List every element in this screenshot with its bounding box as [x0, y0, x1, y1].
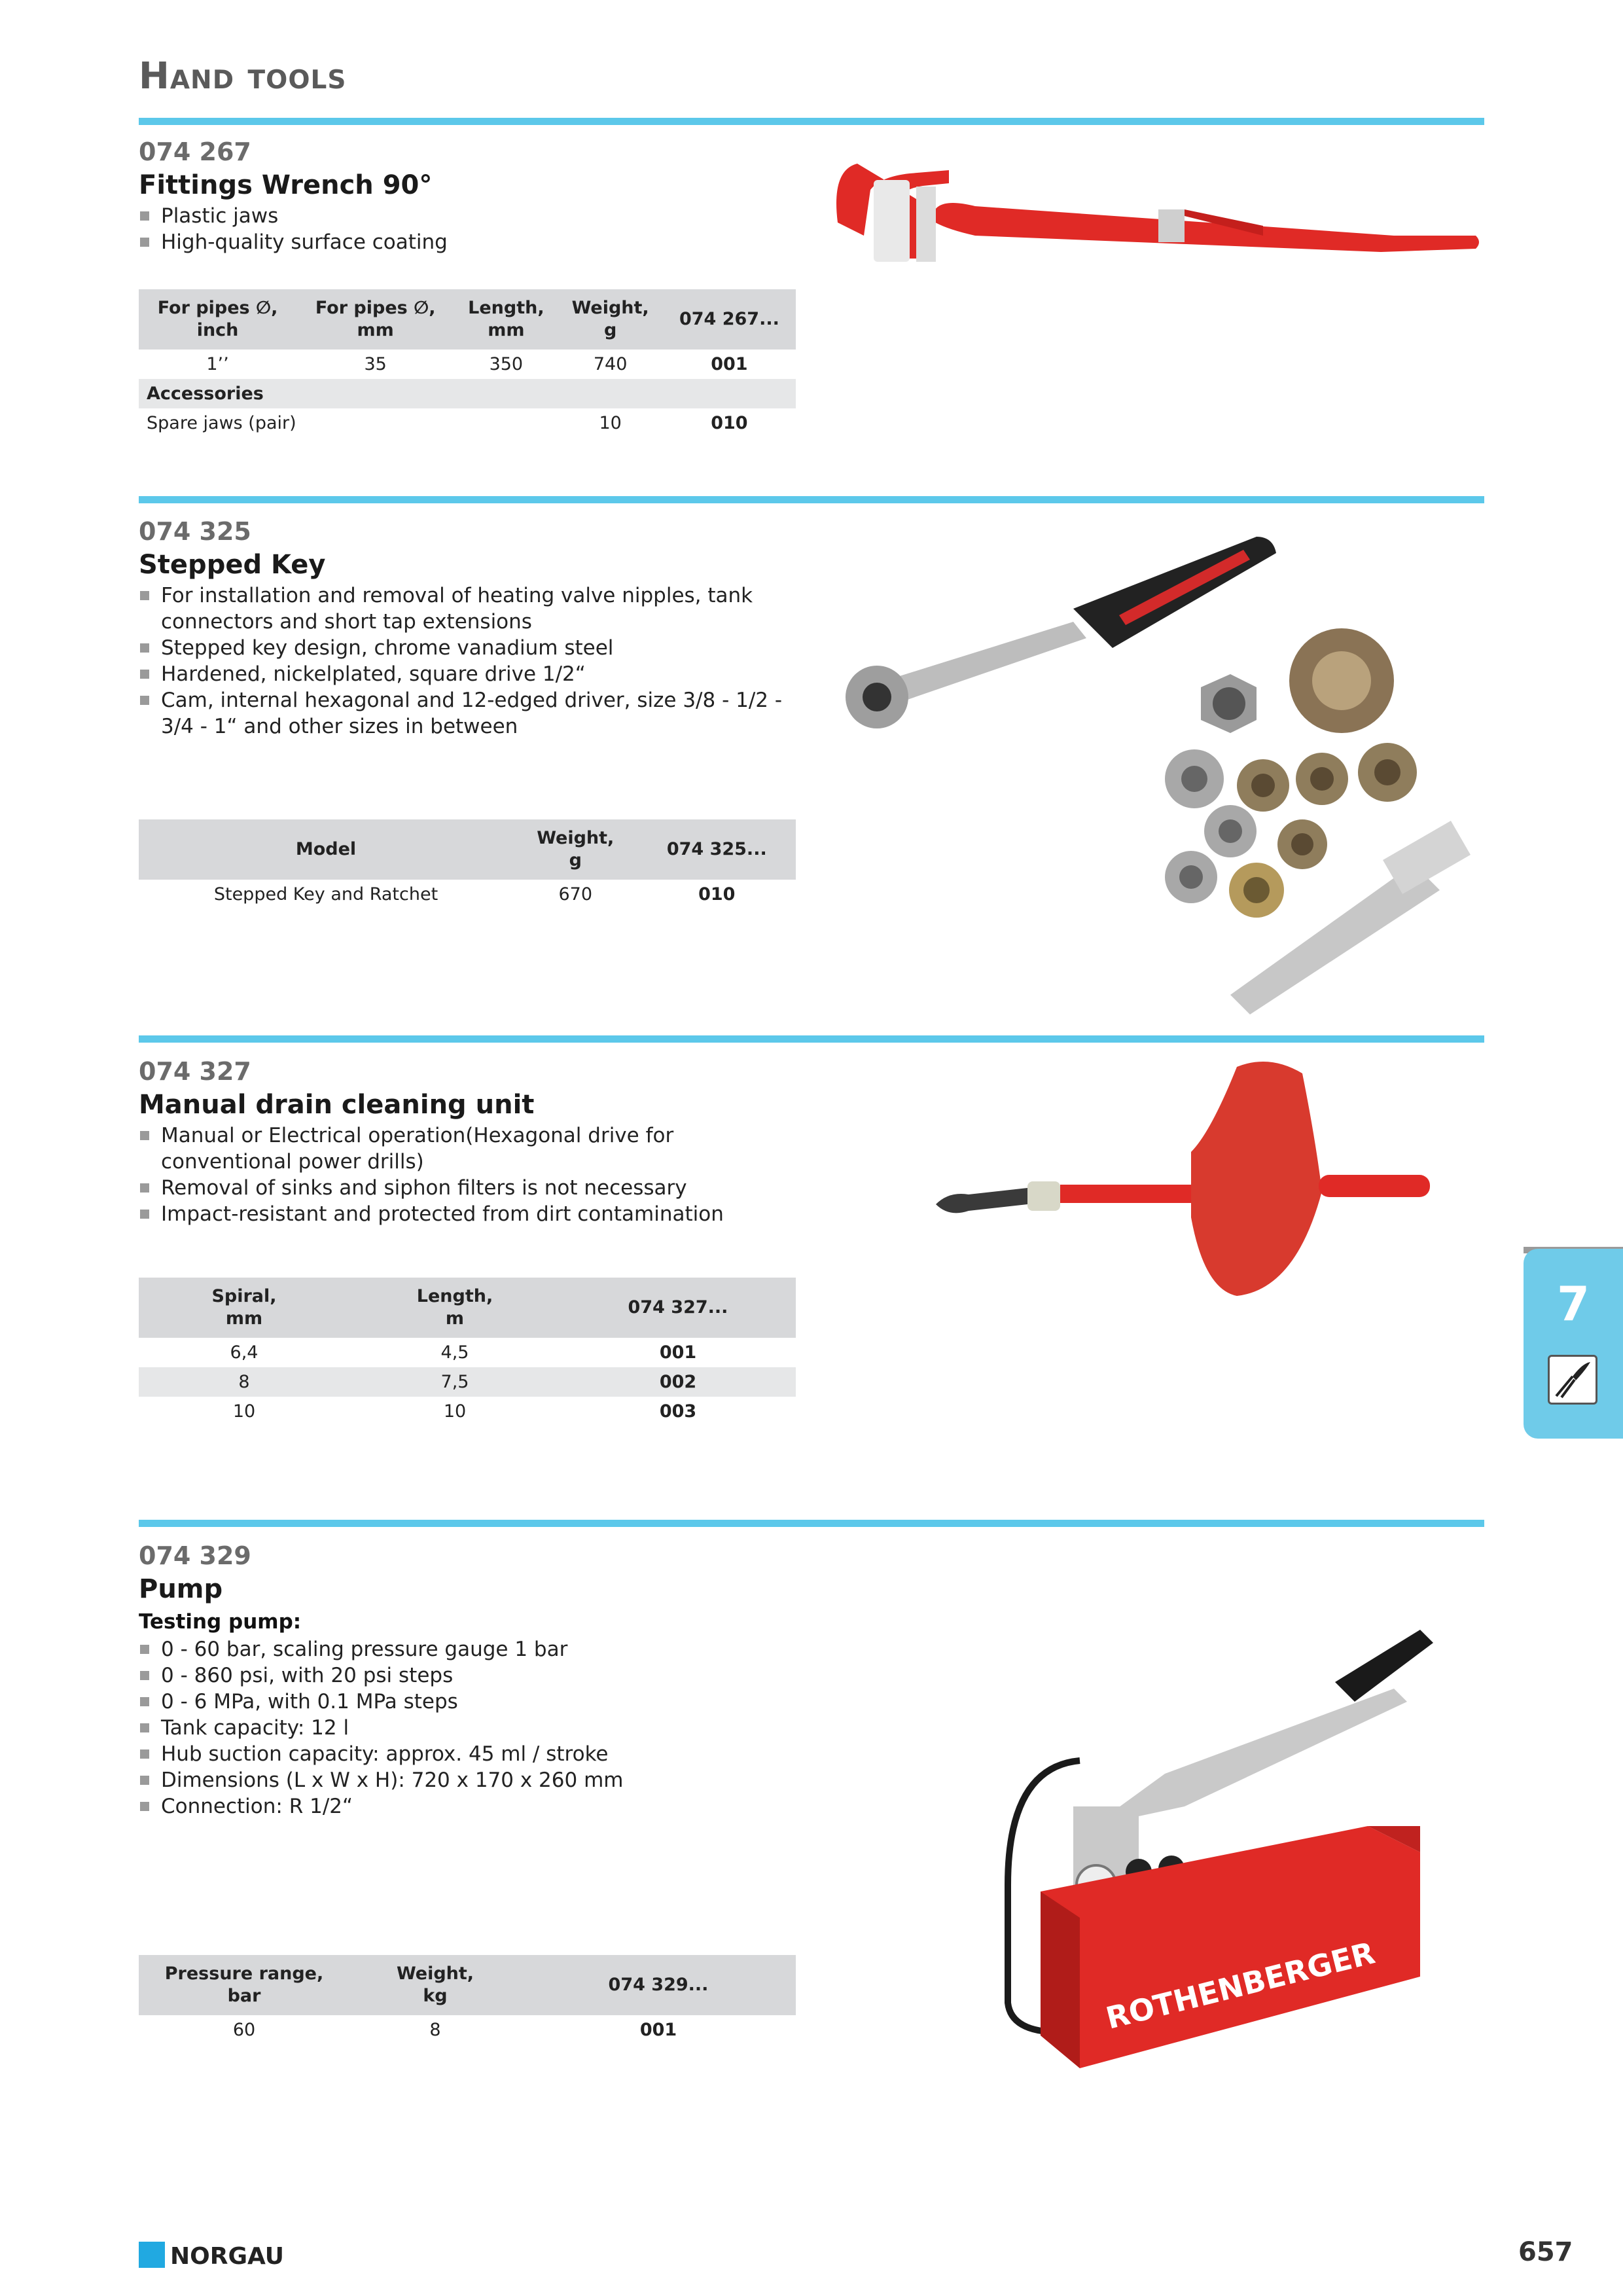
table-cell: 740: [593, 354, 628, 374]
feature-item: Hardened, nickelplated, square drive 1/2“: [139, 661, 793, 687]
table-cell: 6,4: [230, 1342, 259, 1363]
header-rule: [139, 118, 1484, 125]
product-name: Pump: [139, 1574, 223, 1604]
section-rule: [139, 1520, 1484, 1527]
table-cell: 001: [711, 354, 748, 374]
table-cell: 002: [560, 1367, 796, 1397]
table-cell: 001: [639, 2020, 677, 2040]
table-row: [139, 880, 796, 909]
table-cell: 10: [599, 413, 622, 433]
table-cell: 8: [139, 1367, 349, 1397]
table-cell: 8: [429, 2020, 441, 2040]
accessories-label: Accessories: [139, 379, 796, 408]
table-cell: 001: [659, 1342, 697, 1363]
column-header: Weight, g: [513, 819, 638, 880]
chapter-number: 7: [1556, 1276, 1590, 1331]
column-header: 074 267...: [663, 289, 796, 350]
feature-item: Stepped key design, chrome vanadium steel: [139, 635, 793, 661]
column-header: 074 325...: [638, 819, 796, 880]
section-rule: [139, 1035, 1484, 1043]
feature-item: Manual or Electrical operation(Hexagonal drive for conventional power drills): [139, 1122, 793, 1175]
feature-item: Connection: R 1/2“: [139, 1793, 793, 1820]
table-header-row: [139, 289, 796, 350]
table-header-row: [139, 1955, 796, 2015]
brand-logo-square: [139, 2242, 165, 2268]
product-name: Fittings Wrench 90°: [139, 170, 433, 200]
feature-item: Plastic jaws: [139, 203, 793, 229]
column-header: 074 327...: [560, 1278, 796, 1338]
drain-cleaner-image: [929, 1054, 1440, 1316]
stepped-key-image: [838, 524, 1479, 1021]
feature-item: High-quality surface coating: [139, 229, 793, 255]
feature-list: [139, 203, 793, 255]
table-cell: 670: [558, 884, 593, 905]
column-header: Model: [139, 819, 513, 880]
column-header: Weight, g: [558, 289, 662, 350]
spec-table: [139, 289, 796, 438]
column-header: Spiral, mm: [139, 1278, 349, 1338]
feature-item: Removal of sinks and siphon filters is not necessary: [139, 1175, 793, 1201]
page-number: 657: [1518, 2237, 1573, 2267]
table-row: [139, 1367, 796, 1397]
pliers-icon: [1548, 1355, 1597, 1405]
table-header-row: [139, 819, 796, 880]
feature-list: [139, 1122, 793, 1227]
column-header: For pipes ∅, mm: [296, 289, 454, 350]
table-header-row: [139, 1278, 796, 1338]
column-header: Length, m: [349, 1278, 560, 1338]
table-cell: 10: [232, 1401, 256, 1422]
table-cell: 7,5: [349, 1367, 560, 1397]
table-row: [139, 2015, 796, 2045]
table-cell: Spare jaws (pair): [147, 413, 296, 433]
column-header: For pipes ∅, inch: [139, 289, 296, 350]
product-name: Manual drain cleaning unit: [139, 1090, 535, 1120]
table-cell: 003: [659, 1401, 697, 1422]
page-title: Hand tools: [139, 55, 347, 98]
table-cell: 010: [711, 413, 748, 433]
feature-item: 0 - 860 psi, with 20 psi steps: [139, 1662, 793, 1689]
product-code: 074 327: [139, 1057, 251, 1086]
table-cell: 60: [232, 2020, 256, 2040]
spec-table: [139, 819, 796, 909]
feature-item: Impact-resistant and protected from dirt contamination: [139, 1201, 793, 1227]
table-row: [139, 350, 796, 379]
column-header: 074 329...: [521, 1955, 796, 2015]
accessories-row: [139, 379, 796, 408]
column-header: Length, mm: [454, 289, 558, 350]
spec-table: [139, 1955, 796, 2045]
table-cell: 4,5: [440, 1342, 469, 1363]
product-code: 074 329: [139, 1541, 251, 1570]
spec-table: [139, 1278, 796, 1426]
table-cell: 010: [698, 884, 736, 905]
table-cell: 35: [364, 354, 387, 374]
feature-item: Dimensions (L x W x H): 720 x 170 x 260 mm: [139, 1767, 793, 1793]
section-rule: [139, 496, 1484, 503]
column-header: Pressure range, bar: [139, 1955, 349, 2015]
product-code: 074 267: [139, 137, 251, 166]
table-cell: Stepped Key and Ratchet: [213, 884, 438, 905]
column-header: Weight, kg: [349, 1955, 521, 2015]
feature-list: [139, 1636, 793, 1820]
table-cell: 1’’: [206, 354, 229, 374]
table-cell: 350: [489, 354, 524, 374]
product-name: Stepped Key: [139, 550, 326, 580]
product-code: 074 325: [139, 517, 251, 546]
feature-item: 0 - 6 MPa, with 0.1 MPa steps: [139, 1689, 793, 1715]
brand-name: NORGAU: [170, 2243, 284, 2270]
feature-item: Tank capacity: 12 l: [139, 1715, 793, 1741]
pump-brand-label: ROTHENBERGER: [1102, 1935, 1378, 2036]
testing-pump-image: [969, 1610, 1466, 2081]
feature-item: For installation and removal of heating valve nipples, tank connectors and short tap extensions: [139, 583, 793, 635]
feature-item: Hub suction capacity: approx. 45 ml / stroke: [139, 1741, 793, 1767]
product-subheading: Testing pump:: [139, 1610, 302, 1634]
table-row: [139, 1397, 796, 1426]
feature-list: [139, 583, 793, 740]
table-cell: 10: [443, 1401, 467, 1422]
table-row: [139, 1338, 796, 1367]
table-row: [139, 408, 796, 438]
fittings-wrench-image: [818, 144, 1486, 275]
feature-item: Cam, internal hexagonal and 12-edged driver, size 3/8 - 1/2 - 3/4 - 1“ and other sizes in between: [139, 687, 793, 740]
feature-item: 0 - 60 bar, scaling pressure gauge 1 bar: [139, 1636, 793, 1662]
